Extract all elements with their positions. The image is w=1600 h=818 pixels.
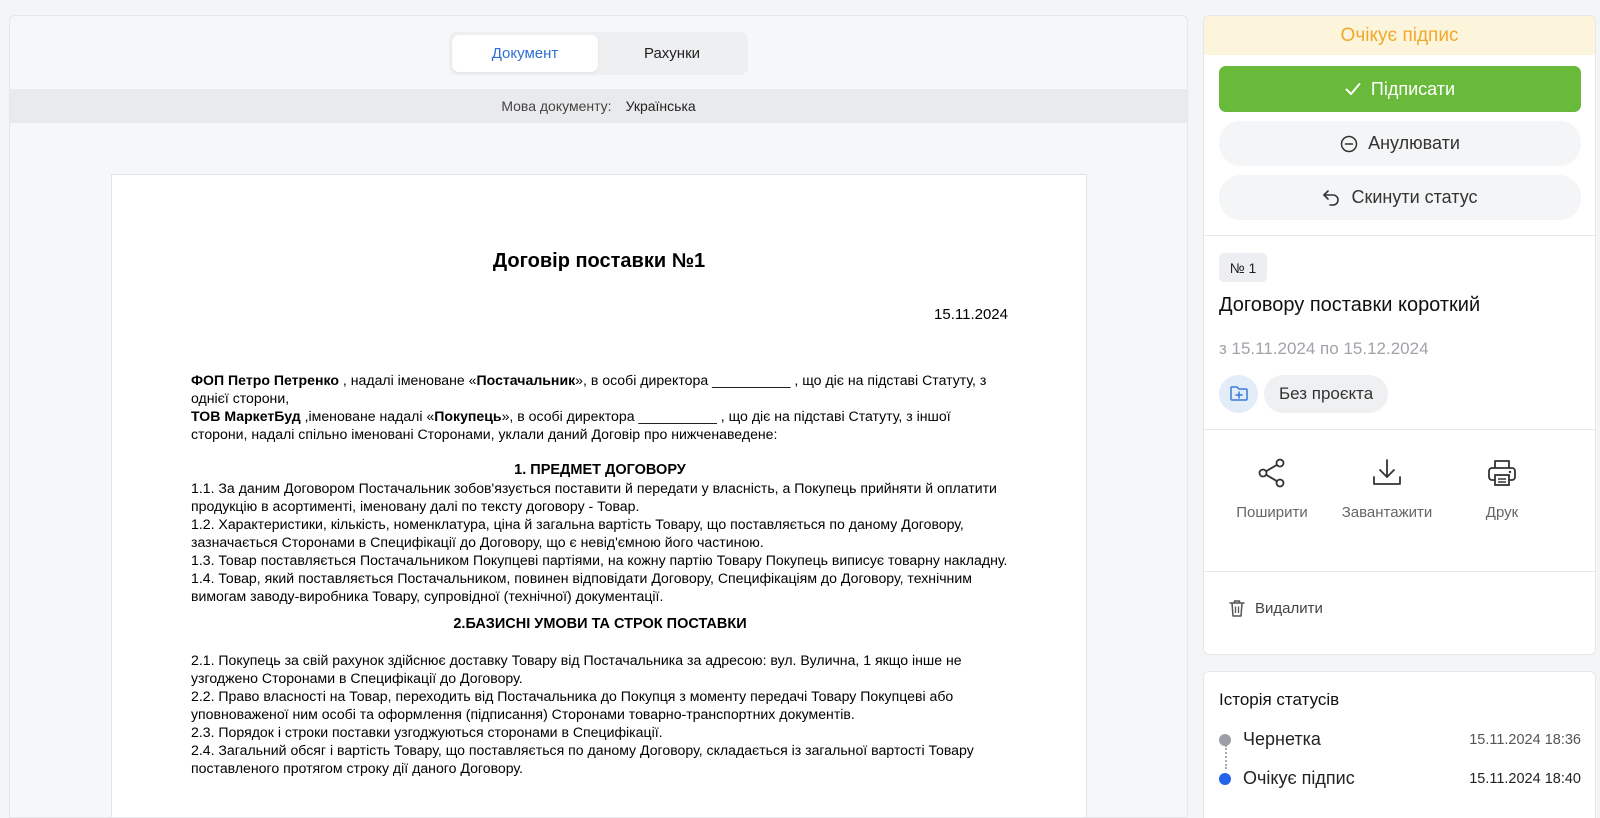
buyer-role: Покупець (434, 408, 502, 424)
history-item-time: 15.11.2024 18:36 (1469, 731, 1581, 748)
document-date: 15.11.2024 (934, 306, 1008, 323)
tab-document[interactable]: Документ (452, 35, 598, 72)
history-title: Історія статусів (1219, 690, 1340, 709)
project-pill[interactable]: Без проєкта (1264, 375, 1388, 413)
tab-invoices[interactable]: Рахунки (643, 45, 701, 62)
document-title: Договір поставки №1 (492, 250, 706, 272)
download-label: Завантажити (1341, 504, 1433, 521)
cancel-button[interactable] (1219, 121, 1581, 166)
history-item (1219, 768, 1581, 789)
status-banner: Очікує підпис (1204, 16, 1595, 55)
reset-status-button[interactable] (1219, 175, 1581, 220)
trash-icon (1229, 599, 1245, 617)
party-buyer (191, 407, 1009, 443)
share-icon (1256, 456, 1288, 490)
supplier-text-1: , надалі іменоване « (338, 372, 477, 388)
status-history-card (1203, 671, 1596, 818)
document-viewer (9, 15, 1188, 818)
share-button[interactable] (1217, 456, 1327, 521)
section-2-heading: 2.БАЗИСНІ УМОВИ ТА СТРОК ПОСТАВКИ (453, 616, 747, 632)
download-button[interactable] (1332, 456, 1442, 521)
buyer-text-1: ,іменоване надалі « (300, 408, 435, 424)
divider (1204, 429, 1595, 430)
language-value[interactable]: Українська (625, 98, 696, 114)
history-item-name: Очікує підпис (1243, 768, 1355, 788)
clause-1-4: 1.4. Товар, який поставляється Постачальником, повинен відповідати Договору, Специфікаціям до Договору, технічним вимогам заводу-виробника Товару, супровідної (технічної) документації. (191, 570, 972, 604)
party-supplier (191, 371, 1009, 407)
reset-status-label: Скинути статус (1351, 187, 1478, 207)
supplier-text-2: », в особі директора __________ , що діє на підставі Статуту, з однієї сторони, (191, 372, 987, 406)
history-item-time: 15.11.2024 18:40 (1469, 770, 1581, 787)
clause-2-2: 2.2. Право власності на Товар, переходить від Постачальника до Покупця з моменту передачі Товару Покупцеві або уповноваженої ним особі та оформлення (підписання) Сторонами товарно-транспортних документів. (191, 688, 954, 722)
language-label: Мова документу: (501, 98, 612, 114)
download-icon (1371, 456, 1403, 490)
section-1-heading: 1. ПРЕДМЕТ ДОГОВОРУ (514, 462, 686, 478)
printer-icon (1486, 456, 1518, 490)
delete-button[interactable] (1229, 599, 1323, 617)
contract-name: Договору поставки короткий (1219, 294, 1481, 316)
share-label: Поширити (1236, 504, 1308, 521)
print-button[interactable] (1447, 456, 1557, 521)
divider (1204, 571, 1595, 572)
history-dot-current (1219, 773, 1231, 785)
sign-button[interactable] (1219, 66, 1581, 112)
delete-label: Видалити (1255, 599, 1323, 617)
minus-circle-icon (1340, 135, 1358, 153)
contract-number-badge: № 1 (1219, 253, 1267, 282)
history-item-name: Чернетка (1243, 729, 1321, 749)
contract-period: з 15.11.2024 по 15.12.2024 (1219, 339, 1429, 358)
folder-plus-icon[interactable] (1219, 375, 1258, 413)
history-dot-draft (1219, 734, 1231, 746)
divider (1204, 235, 1595, 236)
clause-1-2: 1.2. Характеристики, кількість, номенклатура, ціна й загальна вартість Товару, що поставляється по даному Договору, зазначається Сторонами в Специфікації до Договору, що є невід'ємною його частиною. (191, 516, 964, 550)
clause-1-1: 1.1. За даним Договором Постачальник зобов'язується поставити й передати у власність, а Покупець прийняти й оплатити продукцію в асортименті, іменовану далі по тексту договору - Товар. (191, 480, 997, 514)
clause-2-4: 2.4. Загальний обсяг і вартість Товару, що поставляється по даному Договору, складається із загальної вартості Товару поставленого протягом строку дії даного Договору. (191, 742, 974, 776)
print-label: Друк (1485, 504, 1519, 521)
sign-button-label: Підписати (1370, 78, 1456, 99)
buyer-text-2: », в особі директора __________ , що діє на підставі Статуту, з іншої сторони, надалі спільно іменовані Сторонами, уклали даний Договір про нижченаведене: (191, 408, 951, 442)
supplier-name: ФОП Петро Петренко (191, 372, 339, 388)
buyer-name: ТОВ МаркетБуд (191, 408, 301, 424)
document-page (111, 174, 1087, 818)
language-bar (10, 89, 1187, 123)
document-body (191, 371, 1009, 777)
actions-card (1203, 15, 1596, 655)
history-item (1219, 729, 1581, 750)
cancel-button-label: Анулювати (1368, 133, 1460, 153)
clause-2-3: 2.3. Порядок і строки поставки узгоджуються сторонами в Специфікації. (191, 724, 663, 740)
check-icon (1345, 82, 1361, 96)
undo-icon (1322, 189, 1341, 206)
supplier-role: Постачальник (476, 372, 576, 388)
clause-2-1: 2.1. Покупець за свій рахунок здійснює доставку Товару від Постачальника за адресою: вул. Вулична, 1 якщо інше не узгоджено Сторонами в Специфікації до Договору. (191, 652, 962, 686)
clause-1-3: 1.3. Товар поставляється Постачальником Покупцеві партіями, на кожну партію Товару Покупець виписує товарну накладну. (191, 552, 1008, 568)
view-tabs (449, 32, 748, 75)
